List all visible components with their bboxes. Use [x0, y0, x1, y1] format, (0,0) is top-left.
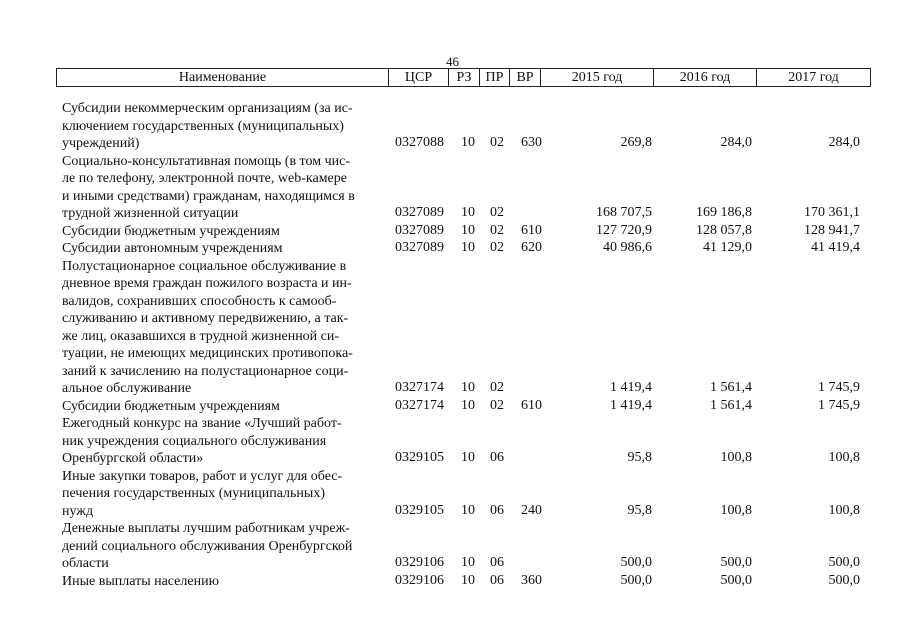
row-rz: 10	[461, 380, 475, 395]
row-name-line: Субсидии автономным учреждениям	[62, 241, 283, 256]
row-pr: 06	[490, 572, 504, 588]
row-2015: 168 707,5	[596, 205, 652, 220]
row-name-line: ле по телефону, электронной почте, web-камере	[62, 171, 347, 186]
row-pr: 02	[490, 240, 504, 255]
row-2017: 500,0	[828, 555, 860, 570]
row-2016: 100,8	[720, 450, 752, 465]
row-2015: 500,0	[620, 555, 652, 570]
row-csr: 0329105	[395, 450, 444, 465]
row-name-line: Ежегодный конкурс на звание «Лучший работ-	[62, 416, 342, 431]
row-name-line: дений социального обслуживания Оренбургской	[62, 538, 353, 554]
row-pr: 02	[490, 397, 504, 413]
row-2016: 500,0	[720, 572, 752, 588]
row-name-line: Полустационарное социальное обслуживание в	[62, 258, 347, 274]
row-name	[62, 223, 392, 241]
row-csr: 0329105	[395, 502, 444, 518]
row-2015: 40 986,6	[603, 240, 652, 255]
row-name-line: Денежные выплаты лучшим работникам учреж-	[62, 521, 350, 536]
row-2015: 1 419,4	[610, 397, 652, 413]
row-csr: 0327089	[395, 205, 444, 220]
row-2016: 500,0	[720, 555, 752, 570]
row-2015: 500,0	[620, 572, 652, 588]
row-name	[62, 240, 392, 258]
row-name	[62, 520, 392, 573]
row-csr: 0329106	[395, 555, 444, 570]
row-2016: 128 057,8	[696, 222, 752, 238]
row-2017: 100,8	[828, 450, 860, 465]
row-rz: 10	[461, 205, 475, 220]
col-header-vr: ВР	[510, 69, 541, 86]
row-pr: 06	[490, 555, 504, 570]
row-rz: 10	[461, 397, 475, 413]
row-vr: 630	[521, 135, 542, 150]
col-header-pr: ПР	[480, 69, 510, 86]
row-name	[62, 468, 392, 521]
row-2017: 284,0	[828, 135, 860, 150]
row-name-line: области	[62, 556, 109, 571]
row-rz: 10	[461, 135, 475, 150]
row-rz: 10	[461, 572, 475, 588]
row-name-line: Иные выплаты населению	[62, 573, 220, 589]
row-name-line: Социально-консультативная помощь (в том чис-	[62, 153, 350, 169]
col-header-rz: РЗ	[449, 69, 480, 86]
page-number: 46	[446, 54, 459, 69]
row-name	[62, 258, 392, 398]
row-name-line: валидов, сохранивших способность к самооб-	[62, 293, 337, 309]
row-2017: 1 745,9	[818, 380, 860, 395]
row-2015: 127 720,9	[596, 222, 652, 238]
row-pr: 02	[490, 135, 504, 150]
row-name-line: дневное время граждан пожилого возраста и ин-	[62, 276, 352, 291]
row-csr: 0327174	[395, 397, 444, 413]
col-header-csr: ЦСР	[389, 69, 449, 86]
row-2016: 41 129,0	[703, 240, 752, 255]
row-pr: 06	[490, 502, 504, 518]
row-name-line: же лиц, оказавшихся в трудной жизненной си-	[62, 328, 340, 344]
col-header-2016: 2016 год	[654, 69, 757, 86]
col-header-2015: 2015 год	[541, 69, 654, 86]
row-rz: 10	[461, 222, 475, 238]
row-vr: 610	[521, 397, 542, 413]
col-header-name: Наименование	[57, 69, 389, 86]
row-name	[62, 153, 392, 223]
row-name-line: нужд	[62, 503, 94, 519]
row-name	[62, 100, 392, 153]
row-2016: 284,0	[720, 135, 752, 150]
row-name-line: трудной жизненной ситуации	[62, 206, 239, 221]
row-name	[62, 415, 392, 468]
row-name-line: Иные закупки товаров, работ и услуг для обес-	[62, 468, 343, 484]
row-2017: 41 419,4	[811, 240, 860, 255]
row-name-line: Субсидии бюджетным учреждениям	[62, 398, 280, 414]
row-2017: 500,0	[828, 572, 860, 588]
row-vr: 240	[521, 502, 542, 518]
row-2016: 1 561,4	[710, 380, 752, 395]
row-2015: 269,8	[620, 135, 652, 150]
row-rz: 10	[461, 555, 475, 570]
row-name-line: туации, не имеющих медицинских противопока-	[62, 346, 353, 361]
row-pr: 06	[490, 450, 504, 465]
row-pr: 02	[490, 205, 504, 220]
row-vr: 610	[521, 222, 542, 238]
row-name-line: Субсидии бюджетным учреждениям	[62, 223, 280, 239]
row-name-line: ник учреждения социального обслуживания	[62, 433, 327, 449]
row-name-line: заний к зачислению на полустационарное соци-	[62, 363, 349, 379]
row-2016: 169 186,8	[696, 205, 752, 220]
row-2017: 100,8	[828, 502, 860, 518]
row-rz: 10	[461, 240, 475, 255]
row-name-line: и иными средствами) гражданам, находящимся в	[62, 188, 355, 204]
row-2017: 170 361,1	[804, 205, 860, 220]
row-name-line: Субсидии некоммерческим организациям (за ис-	[62, 101, 353, 116]
row-name-line: Оренбургской области»	[62, 451, 204, 466]
row-pr: 02	[490, 380, 504, 395]
row-csr: 0327088	[395, 135, 444, 150]
row-2017: 1 745,9	[818, 397, 860, 413]
row-csr: 0327089	[395, 222, 444, 238]
row-2016: 100,8	[720, 502, 752, 518]
row-2015: 1 419,4	[610, 380, 652, 395]
row-pr: 02	[490, 222, 504, 238]
row-2016: 1 561,4	[710, 397, 752, 413]
row-name-line: ключением государственных (муниципальных)	[62, 118, 344, 134]
row-2017: 128 941,7	[804, 222, 860, 238]
row-name-line: служиванию и активному передвижению, а так-	[62, 311, 349, 326]
row-rz: 10	[461, 450, 475, 465]
row-name-line: учреждений)	[62, 136, 140, 151]
row-csr: 0327174	[395, 380, 444, 395]
row-2015: 95,8	[627, 502, 652, 518]
row-2015: 95,8	[627, 450, 652, 465]
row-csr: 0329106	[395, 572, 444, 588]
row-name	[62, 573, 392, 591]
row-csr: 0327089	[395, 240, 444, 255]
table-header	[56, 68, 871, 87]
row-vr: 620	[521, 240, 542, 255]
col-header-2017: 2017 год	[788, 70, 839, 85]
row-name-line: печения государственных (муниципальных)	[62, 486, 325, 501]
row-name-line: альное обслуживание	[62, 381, 192, 396]
row-name	[62, 398, 392, 416]
row-rz: 10	[461, 502, 475, 518]
row-vr: 360	[521, 572, 542, 588]
